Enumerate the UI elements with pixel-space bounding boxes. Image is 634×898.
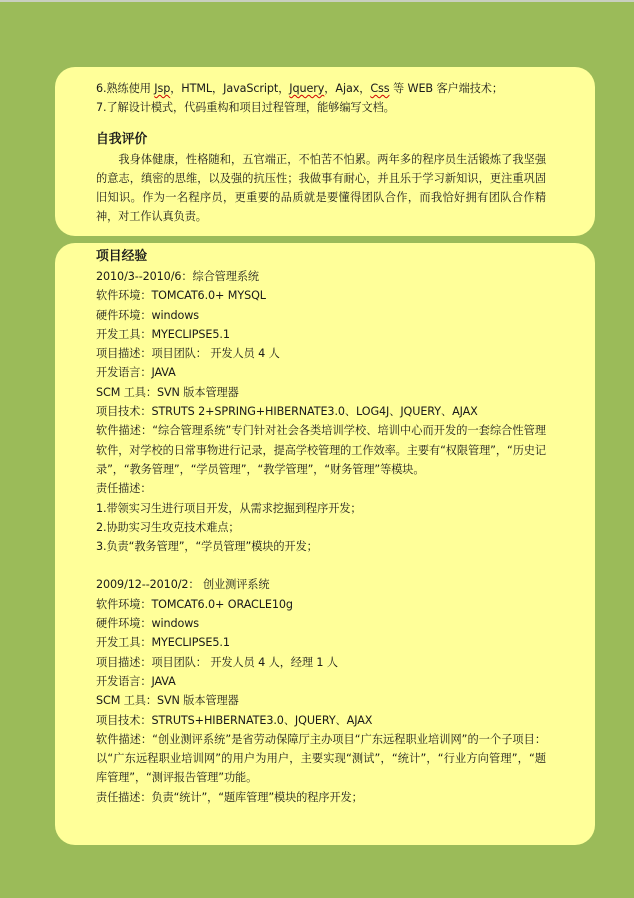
project-experience-heading: 项目经验 (96, 249, 148, 264)
scm-tool: SCM 工具：SVN 版本管理器 (96, 385, 239, 399)
project-technology: 项目技术：STRUTS+HIBERNATE3.0、JQUERY、AJAX (96, 713, 373, 727)
hardware-environment: 硬件环境：windows (96, 308, 200, 322)
top-border (0, 0, 634, 2)
project-entry-2 (96, 575, 575, 807)
skill-line-7: 7.了解设计模式，代码重构和项目过程管理，能够编写文档。 (96, 101, 395, 115)
software-description: 软件描述：“创业测评系统”是省劳动保障厅主办项目“广东远程职业培训网”的一个子项目：以“广东远程职业培训网”的用户为用户，主要实现“测试”，“统计”，“行业方向管理”，“题库管理”，“测评报告管理”功能。 (96, 732, 546, 785)
development-tool: 开发工具：MYECLIPSE5.1 (96, 636, 230, 650)
project-description: 项目描述：项目团队： 开发人员 4 人 (96, 347, 280, 361)
project-period: 2010/3--2010/6：综合管理系统 (96, 270, 260, 283)
skill-text: ，HTML，JavaScript， (170, 82, 290, 95)
self-evaluation-text: 我身体健康，性格随和，五官端正，不怕苦不怕累。两年多的程序员生活锻炼了我坚强的意志，缜密的思维，以及强的抗压性；我做事有耐心，并且乐于学习新知识，更注重巩固旧知识。作为一名程序员，更重要的品质就是要懂得团队合作，而我恰好拥有团队合作精神，对工作认真负责。 (96, 152, 546, 224)
project-period: 2009/12--2010/2： 创业测评系统 (96, 578, 270, 592)
responsibility-item: 3.负责“教务管理”，“学员管理”模块的开发； (96, 540, 318, 554)
scm-tool: SCM 工具：SVN 版本管理器 (96, 694, 239, 708)
responsibility-line: 责任描述：负责“统计”，“题库管理”模块的程序开发； (96, 790, 363, 804)
software-environment: 软件环境：TOMCAT6.0+ ORACLE10g (96, 597, 293, 611)
spacer (96, 556, 575, 575)
software-description: 软件描述：“综合管理系统”专门针对社会各类培训学校、培训中心而开发的一套综合性管理软件，对学校的日常事物进行记录，提高学校管理的工作效率。主要有“权限管理”，“历史记录”，“教务管理”，“学员管理”，“教学管理”，“财务管理”等模块。 (96, 424, 546, 476)
responsibility-heading: 责任描述： (96, 482, 152, 496)
spellcheck-word-css: Css (370, 82, 390, 95)
software-environment: 软件环境：TOMCAT6.0+ MYSQL (96, 289, 266, 303)
spellcheck-word-jquery: Jquery (289, 82, 325, 95)
spellcheck-word-jsp: Jsp (154, 82, 171, 95)
skill-text: 等 WEB 客户端技术； (389, 82, 503, 95)
skill-text: 6.熟练使用 (96, 82, 155, 95)
project-technology: 项目技术：STRUTS 2+SPRING+HIBERNATE3.0、LOG4J、JQUERY、AJAX (96, 405, 478, 419)
skills-and-self-evaluation-panel (55, 67, 595, 236)
development-language: 开发语言：JAVA (96, 674, 176, 688)
skill-line-6 (96, 79, 575, 98)
self-evaluation-heading: 自我评价 (96, 131, 148, 147)
project-description: 项目描述：项目团队： 开发人员 4 人，经理 1 人 (96, 655, 338, 669)
development-tool: 开发工具：MYECLIPSE5.1 (96, 327, 230, 341)
project-experience-panel (55, 243, 595, 845)
hardware-environment: 硬件环境：windows (96, 617, 200, 631)
development-language: 开发语言：JAVA (96, 366, 176, 380)
responsibility-item: 1.带领实习生进行项目开发，从需求挖掘到程序开发； (96, 501, 362, 515)
project-entry-1 (96, 267, 575, 556)
skill-text: ，Ajax， (324, 82, 371, 95)
responsibility-item: 2.协助实习生攻克技术难点； (96, 520, 240, 534)
